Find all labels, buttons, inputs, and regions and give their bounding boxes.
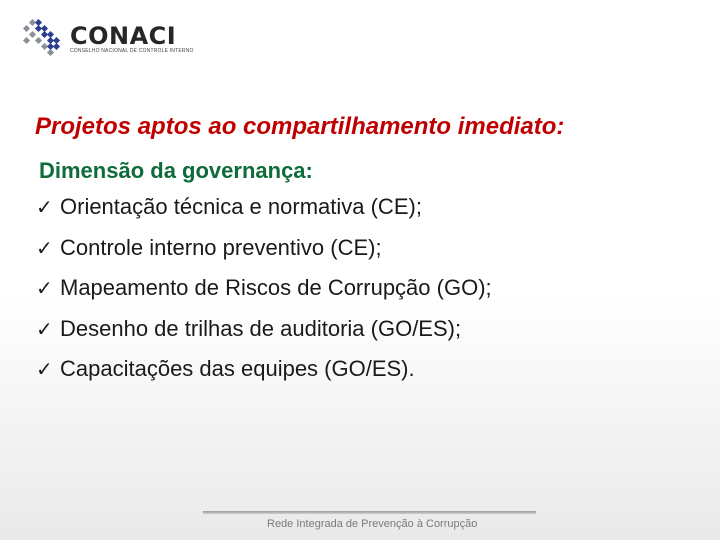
list-item-text: Orientação técnica e normativa (CE);	[60, 194, 422, 219]
slide-heading: Projetos aptos ao compartilhamento imediato:	[35, 113, 565, 140]
checkmark-icon: ✓	[36, 357, 53, 381]
list-item	[36, 315, 492, 359]
checkmark-icon: ✓	[36, 276, 53, 300]
list-item-text: Mapeamento de Riscos de Corrupção (GO);	[60, 275, 492, 300]
list-item-text: Capacitações das equipes (GO/ES).	[60, 356, 415, 381]
project-list	[36, 196, 492, 399]
list-item	[36, 277, 492, 318]
footer-divider	[203, 511, 536, 514]
brazil-map-icon	[20, 16, 66, 62]
list-item-text: Desenho de trilhas de auditoria (GO/ES);	[60, 315, 462, 341]
checkmark-icon: ✓	[36, 235, 53, 260]
logo-name: CONACI	[70, 22, 177, 50]
list-item	[36, 358, 492, 399]
section-subheading: Dimensão da governança:	[39, 158, 313, 183]
logo-subtitle: CONSELHO NACIONAL DE CONTROLE INTERNO	[70, 48, 194, 54]
list-item-text: Controle interno preventivo (CE);	[60, 234, 382, 260]
list-item	[36, 196, 492, 237]
footer-text: Rede Integrada de Prevenção à Corrupção	[267, 518, 478, 530]
slide-content	[36, 160, 492, 399]
checkmark-icon: ✓	[36, 195, 53, 219]
list-item	[36, 234, 492, 278]
checkmark-icon: ✓	[36, 316, 53, 341]
conaci-logo	[20, 16, 194, 62]
